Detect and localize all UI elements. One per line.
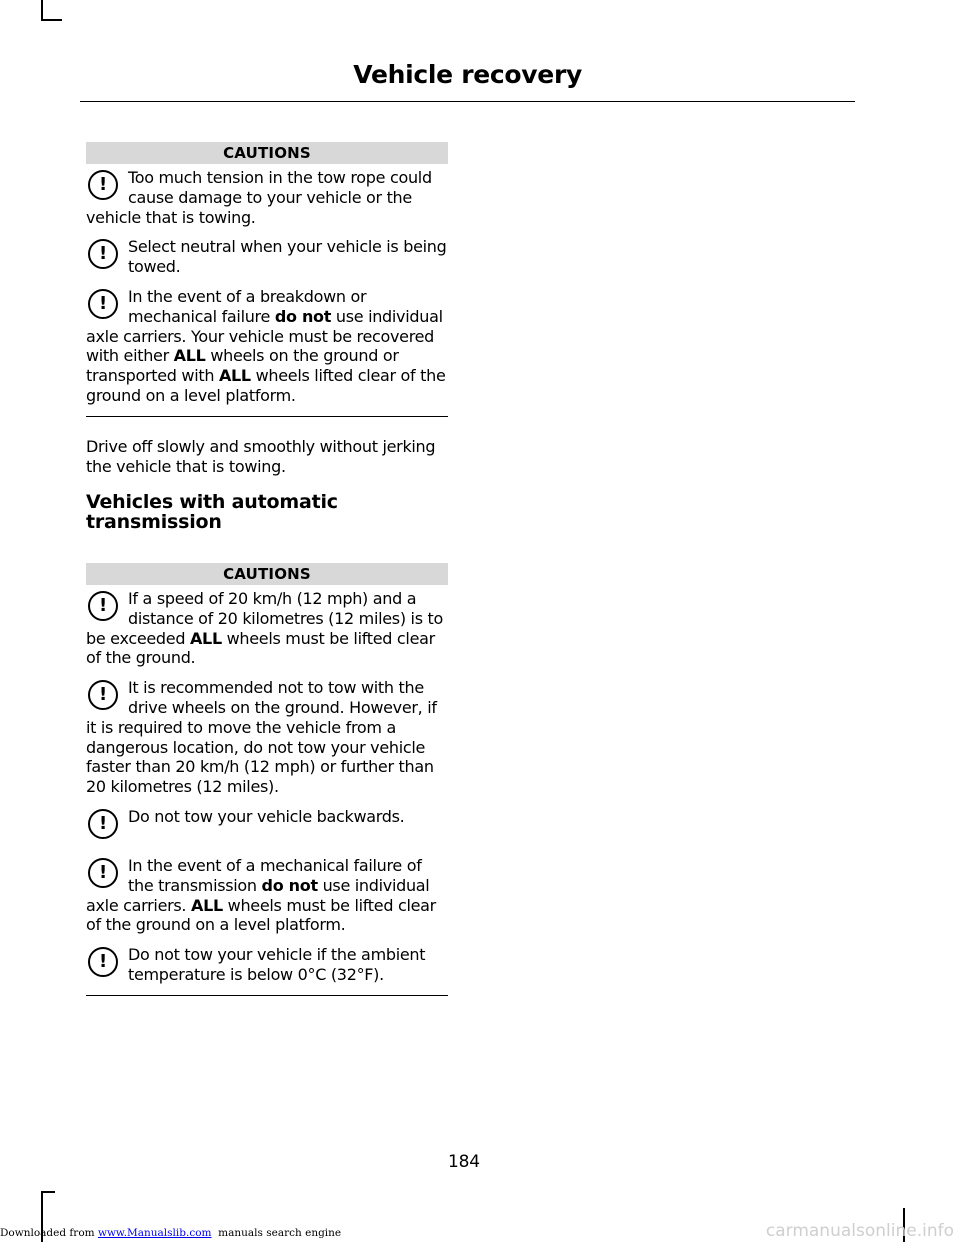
caution-text: Do not tow your vehicle backwards.: [128, 806, 405, 826]
page-number: 184: [448, 1152, 480, 1172]
caution-icon: !: [88, 239, 118, 269]
caution-item: [86, 856, 448, 935]
caution-item: [86, 237, 448, 277]
footer-prefix: Downloaded from: [0, 1227, 98, 1239]
caution-item: [86, 589, 448, 668]
watermark: carmanualsonline.info: [765, 1221, 954, 1241]
caution-text: Select neutral when your vehicle is being towed.: [128, 237, 447, 277]
caution-icon: !: [88, 680, 118, 710]
crop-mark-bottom-left-h: [41, 1191, 55, 1193]
caution-icon: !: [88, 591, 118, 621]
body-paragraph: Drive off slowly and smoothly without jerking the vehicle that is towing.: [86, 436, 436, 476]
caution-item: [86, 945, 448, 985]
crop-mark-top-left-v: [41, 0, 43, 20]
cautions-block-2: [86, 563, 448, 996]
section-rule: [86, 416, 448, 417]
page-title: Vehicle recovery: [353, 60, 582, 89]
caution-icon: !: [88, 289, 118, 319]
footer-suffix: manuals search engine: [211, 1227, 342, 1239]
download-footer: [0, 1227, 341, 1239]
caution-icon: !: [88, 170, 118, 200]
section-rule: [86, 995, 448, 996]
caution-icon: !: [88, 947, 118, 977]
caution-item: [86, 807, 448, 846]
caution-text: Too much tension in the tow rope could cause damage to your vehicle or the vehicle that is towing.: [86, 168, 432, 227]
caution-text: If a speed of 20 km/h (12 mph) and a distance of 20 kilometres (12 miles) is to be exceeded ALL wheels must be lifted clear of the ground.: [86, 589, 443, 668]
caution-item: [86, 168, 448, 227]
caution-item: [86, 287, 448, 406]
caution-item: [86, 678, 448, 797]
cautions-heading: CAUTIONS: [86, 563, 448, 585]
header-rule: [80, 101, 855, 102]
caution-text: In the event of a breakdown or mechanical failure do not use individual axle carriers. Your vehicle must be recovered with either ALL wheels on the ground or transported with ALL wheels lifted clear of the ground on a level platform.: [86, 286, 446, 405]
crop-mark-top-left-h: [41, 19, 62, 21]
manualslib-link[interactable]: www.Manualslib.com: [97, 1227, 212, 1239]
cautions-heading: CAUTIONS: [86, 142, 448, 164]
caution-icon: !: [88, 809, 118, 839]
caution-text: Do not tow your vehicle if the ambient temperature is below 0°C (32°F).: [128, 945, 426, 984]
section-subheading: Vehicles with automatic transmission: [86, 491, 338, 534]
caution-icon: !: [88, 858, 118, 888]
caution-text: In the event of a mechanical failure of the transmission do not use individual axle carriers. ALL wheels must be lifted clear of the ground on a level platform.: [86, 855, 436, 935]
cautions-block-1: [86, 142, 448, 532]
caution-text: It is recommended not to tow with the drive wheels on the ground. However, if it is required to move the vehicle from a dangerous location, do not tow your vehicle faster than 20 km/h (12 mph) or further than 20 kilometres (12 miles).: [86, 678, 437, 797]
